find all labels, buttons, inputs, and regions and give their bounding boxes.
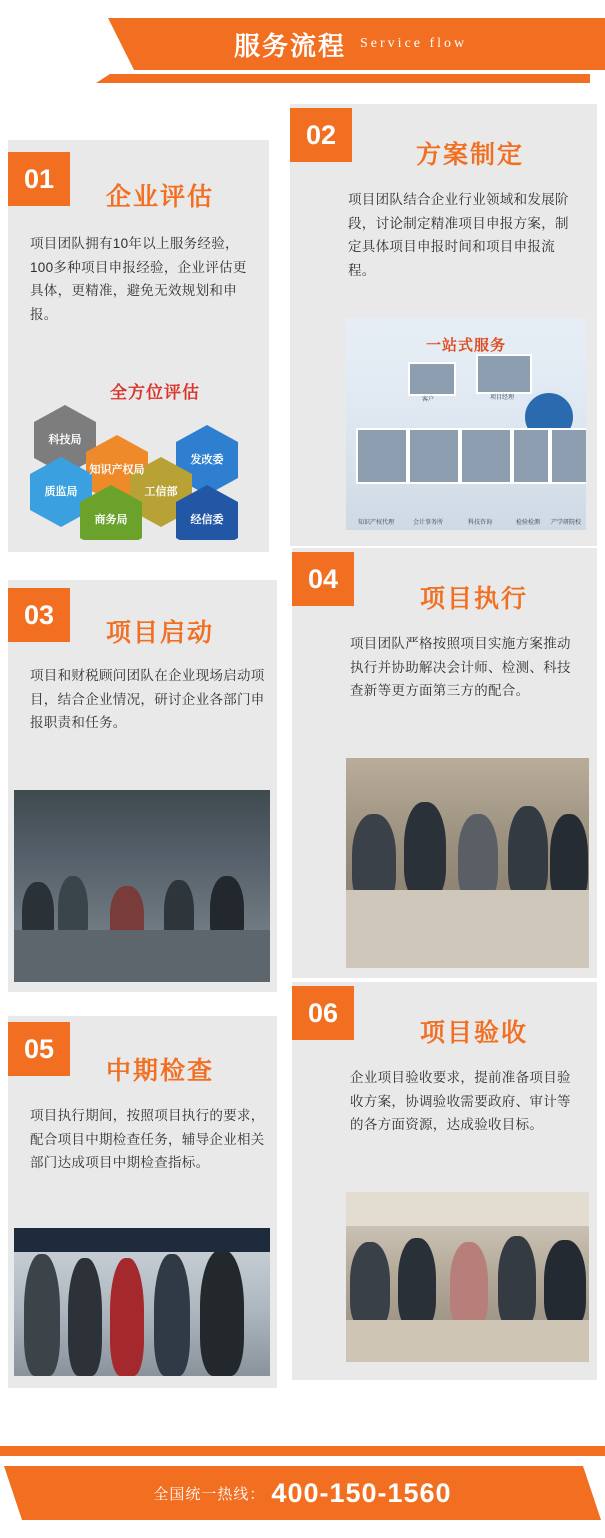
assessment-hex-chart [18,370,259,540]
step-title-06: 项目验收 [420,1019,529,1047]
diagram-photo-5 [550,428,586,484]
step-image-03 [14,790,270,982]
step-image-04 [346,758,589,968]
step-text-06: 企业项目验收要求，提前准备项目验收方案，协调验收需要政府、审计等的各方面资源，达成验收目标。 [350,1070,571,1133]
diagram-tag-3: 科技咨询 [467,520,492,526]
diagram-photo-3 [460,428,512,484]
step-title-02: 方案制定 [416,141,525,169]
header-banner [134,18,605,70]
step-title-04: 项目执行 [420,585,529,613]
diagram-photo-4 [512,428,550,484]
execution-meeting-photo [346,758,589,968]
diagram-tag-1: 知识产权代理 [357,520,394,526]
hex-node-7-label: 经信委 [190,513,224,526]
step-image-02 [346,318,586,530]
one-stop-service-title: 一站式服务 [425,337,507,354]
header-accent-bar [110,74,590,83]
step-image-05 [14,1228,270,1376]
step-title-03: 项目启动 [106,619,215,647]
hex-node-5-label: 工信部 [144,485,178,498]
step-text-01: 项目团队拥有10年以上服务经验，100多种项目申报经验，企业评估更具体，更精准，避免无效规划和申报。 [30,236,247,322]
page-title: 服务流程 [234,30,347,61]
hex-node-6 [80,502,142,538]
acceptance-meeting-photo [346,1192,589,1362]
hex-node-3-label: 发改委 [190,453,224,466]
diagram-node-manager: 项目经理 [489,395,514,401]
step-number-02: 02 [290,108,352,162]
step-number-01: 01 [8,152,70,206]
page-subtitle: Service flow [360,36,468,51]
midterm-inspection-photo [14,1228,270,1376]
step-number-06: 06 [292,986,354,1040]
footer-accent-bar [0,1446,605,1456]
diagram-tag-2: 会计事务所 [412,520,443,526]
page-header [0,18,605,80]
diagram-tag-5: 产学研院校 [550,520,581,526]
step-image-01 [18,370,259,540]
step-title-05: 中期检查 [106,1057,215,1085]
step-image-06 [346,1192,589,1362]
hex-node-1-label: 科技局 [48,433,82,446]
diagram-photo-2 [408,428,460,484]
diagram-photo-1 [356,428,408,484]
step-number-03: 03 [8,588,70,642]
hex-node-4-label: 质监局 [44,485,78,498]
one-stop-service-diagram [346,318,586,530]
hex-node-6-label: 商务局 [94,513,128,526]
step-text-05: 项目执行期间，按照项目执行的要求，配合项目中期检查任务，辅导企业相关部门达成项目中期检查指标。 [30,1108,265,1171]
step-title-01: 企业评估 [106,183,215,211]
step-number-05: 05 [8,1022,70,1076]
hex-chart-title: 全方位评估 [110,383,200,402]
hotline-label: 全国统一热线： [153,1485,266,1503]
step-text-02: 项目团队结合企业行业领域和发展阶段，讨论制定精准项目申报方案，制定具体项目申报时间和项目申报流程。 [348,192,569,278]
step-text-04: 项目团队严格按照项目实施方案推动执行并协助解决会计师、检测、科技查新等更方面第三方的配合。 [350,636,571,699]
diagram-tag-4: 检验检测 [515,520,540,526]
kickoff-meeting-photo [14,790,270,982]
hotline-banner [22,1466,583,1520]
hex-node-7 [176,502,238,538]
page-footer [0,1428,605,1538]
diagram-photo-manager [476,354,532,394]
diagram-node-client: 客户 [421,397,434,403]
hex-node-2-label: 知识产权局 [89,463,145,476]
diagram-photo-client [408,362,456,396]
step-text-03: 项目和财税顾问团队在企业现场启动项目，结合企业情况，研讨企业各部门申报职责和任务。 [30,668,265,731]
step-number-04: 04 [292,552,354,606]
hotline-number[interactable]: 400-150-1560 [271,1477,452,1508]
